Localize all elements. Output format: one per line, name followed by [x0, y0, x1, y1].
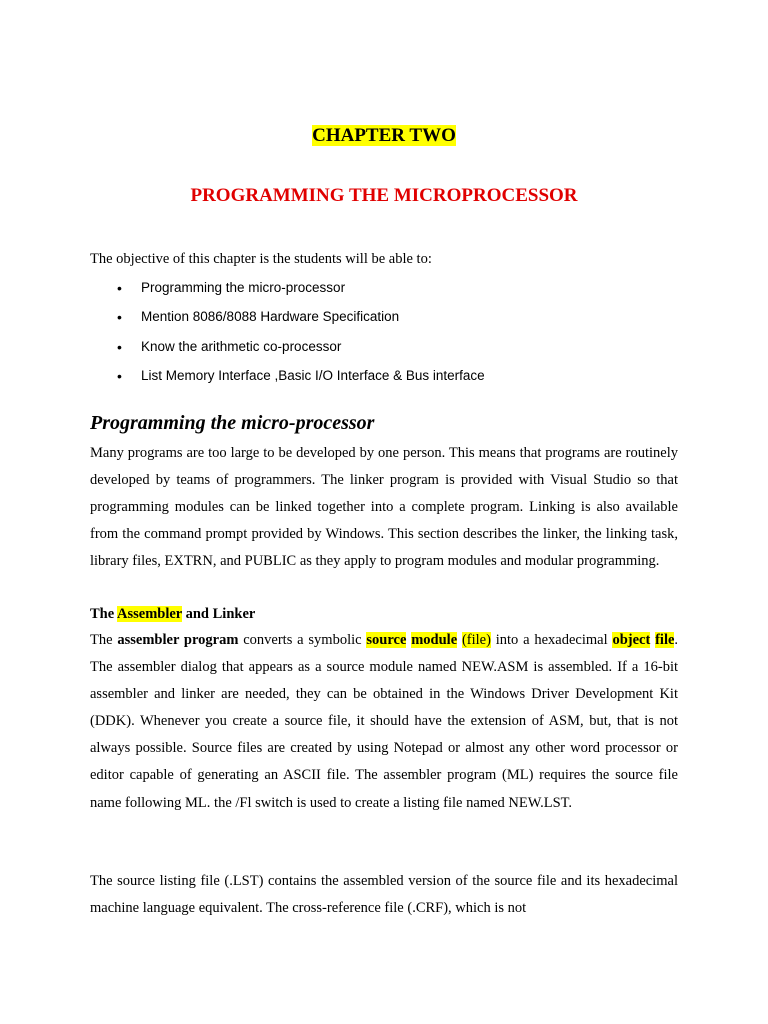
highlight-object: object [612, 632, 651, 648]
list-item-text: List Memory Interface ,Basic I/O Interface & Bus interface [141, 367, 485, 383]
bullet-icon: • [117, 280, 122, 296]
subheading-assembler-linker [90, 601, 255, 627]
subheading-rest: and Linker [185, 606, 256, 622]
text-run: into a hexadecimal [495, 632, 608, 648]
highlight-file: (file) [461, 632, 491, 648]
text-run: . The assembler dialog that appears as a source module named NEW.ASM is assembled. If a 16-bit assembler and linker are needed, they can be obtained in the Windows Driver Development Kit (DDK). Whenever you create a source file, it should have the extension of ASM, but, that is not always possible. Source files are created by using Notepad or almost any other word processor or editor capable of generating an ASCII file. The assembler program (ML) requires the source file name following ML. the /Fl switch is used to create a listing file named NEW.LST. [90, 632, 679, 811]
objectives-intro: The objective of this chapter is the students will be able to: [90, 251, 432, 267]
list-item [117, 366, 485, 395]
list-item-text: Programming the micro-processor [141, 280, 346, 295]
text-run: The [90, 632, 113, 648]
bullet-icon: • [117, 367, 122, 384]
list-item [117, 278, 485, 307]
chapter-title-text: CHAPTER TWO [312, 125, 456, 146]
bullet-icon: • [117, 309, 122, 326]
paragraph-linker-intro: Many programs are too large to be developed by one person. This means that programs are routinely developed by teams of programmers. The linker program is provided with Visual Studio so that programming modules can be linked together into a complete program. Linking is also available from the command prompt provided by Windows. This section describes the linker, the linking task, library files, EXTRN, and PUBLIC as they apply to program modules and modular programming. [90, 445, 678, 570]
list-item-text: Know the arithmetic co-processor [141, 338, 342, 354]
highlight-source: source [366, 632, 407, 648]
bullet-icon: • [117, 338, 122, 355]
paragraph-assembler [90, 627, 678, 817]
highlight-file-2: file [655, 632, 675, 648]
text-run: converts a symbolic [243, 632, 362, 648]
chapter-subtitle: PROGRAMMING THE MICROPROCESSOR [190, 185, 578, 206]
chapter-title [0, 124, 768, 148]
paragraph-listing-file: The source listing file (.LST) contains the assembled version of the source file and its hexadecimal machine language equivalent. The cross-reference file (.CRF), which is not [90, 873, 678, 917]
highlight-module: module [411, 632, 458, 648]
subheading-assembler: Assembler [117, 606, 182, 622]
section-heading: Programming the micro-processor [90, 412, 375, 434]
bold-term-assembler-program: assembler program [117, 632, 239, 648]
list-item [117, 337, 485, 366]
list-item [117, 307, 485, 336]
objectives-list [117, 278, 485, 395]
list-item-text: Mention 8086/8088 Hardware Specification [141, 309, 400, 325]
subheading-the: The [90, 606, 115, 622]
